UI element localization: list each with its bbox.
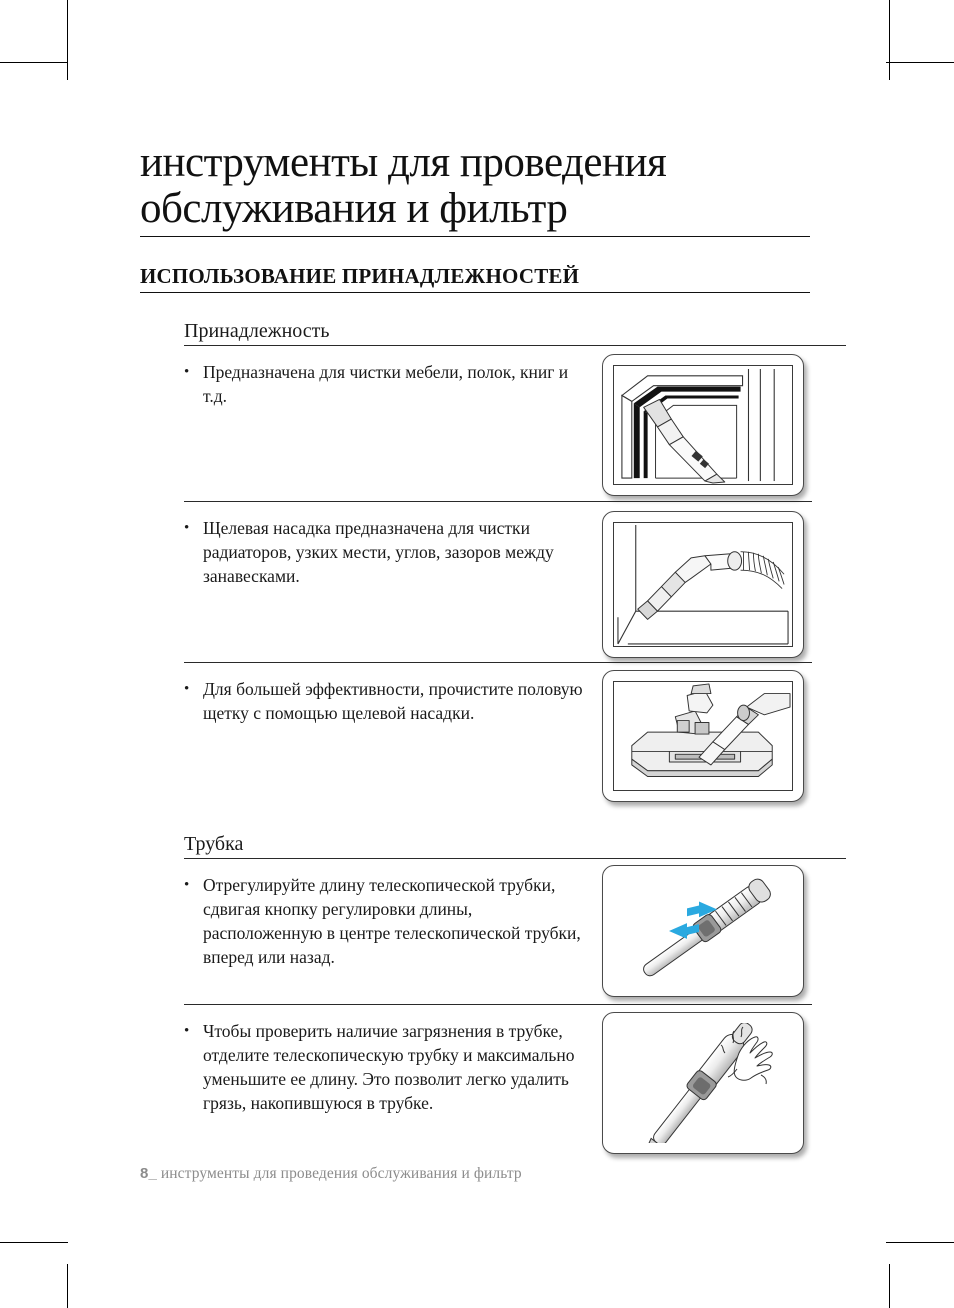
group-heading-tube [184, 832, 846, 859]
accessories-body [184, 319, 890, 1165]
page-title [140, 140, 810, 237]
bullet-text: Предназначена для чистки мебели, полок, книг и т.д. [203, 362, 569, 406]
section-heading-label: ИСПОЛЬЗОВАНИЕ ПРИНАДЛЕЖНОСТЕЙ [140, 264, 580, 288]
crop-mark-bottom-left-vertical [67, 1264, 68, 1308]
bullet-marker: • [184, 1023, 190, 1039]
bullet-row-text [184, 502, 584, 588]
list-item [184, 501, 812, 662]
group-heading-tube-label: Трубка [184, 833, 244, 855]
crop-mark-bottom-right-vertical [889, 1264, 890, 1308]
hand-cleaning-tube-illustration [613, 1023, 793, 1143]
bullet-row-text [184, 859, 584, 969]
crevice-tool-illustration [614, 523, 792, 646]
group-heading-accessory-label: Принадлежность [184, 320, 330, 342]
crop-mark-top-left-vertical [67, 0, 68, 80]
figure-frame [613, 365, 793, 485]
page-title-line-2: обслуживания и фильтр [140, 185, 568, 232]
page-footer [140, 1165, 522, 1183]
section-heading [140, 264, 810, 293]
bullet-text: Для большей эффективности, прочистите половую щетку с помощью щелевой насадки. [203, 679, 583, 723]
crop-mark-top-right-vertical [889, 0, 890, 80]
bullet-row-text [184, 1005, 584, 1115]
bullet-text: Чтобы проверить наличие загрязнения в трубке, отделите телескопическую трубку и максимально уменьшите ее длину. Это позволит легко удалить грязь, накопившуюся в трубке. [203, 1021, 575, 1113]
list-item [184, 346, 890, 501]
dusting-brush-illustration [614, 366, 792, 484]
list-item [184, 662, 812, 806]
bullet-row-text [184, 663, 584, 725]
footer-running-title: инструменты для проведения обслуживания и фильтр [160, 1165, 522, 1182]
bullet-marker: • [184, 877, 190, 893]
bullet-text: Отрегулируйте длину телескопической трубки, сдвигая кнопку регулировки длины, расположенную в центре телескопической трубки, вперед или назад. [203, 875, 581, 967]
bullet-marker: • [184, 364, 190, 380]
group-heading-accessory [184, 319, 846, 346]
footer-page-number: 8_ [140, 1165, 157, 1182]
figure-dusting-brush-on-window-frame [602, 354, 804, 496]
bullet-text: Щелевая насадка предназначена для чистки радиаторов, узких мести, углов, зазоров между занавесками. [203, 518, 554, 586]
figure-floor-brush-cleaned-by-crevice-tool [602, 670, 804, 802]
content-column [140, 140, 814, 1165]
crop-mark-bottom-left-horizontal [0, 1242, 68, 1243]
figure-frame [613, 522, 793, 647]
figure-frame [613, 1023, 793, 1143]
bullet-row-text [184, 346, 584, 408]
figure-telescopic-tube-length-adjust [602, 865, 804, 997]
figure-hand-removing-dirt-from-tube [602, 1012, 804, 1154]
figure-frame [613, 876, 793, 986]
crop-mark-top-right-horizontal [886, 62, 954, 63]
crop-mark-bottom-right-horizontal [886, 1242, 954, 1243]
crop-mark-top-left-horizontal [0, 62, 68, 63]
figure-crevice-tool-in-corner [602, 511, 804, 658]
bullet-marker: • [184, 681, 190, 697]
list-item [184, 859, 890, 1004]
figure-frame [613, 681, 793, 791]
telescopic-tube-illustration [613, 876, 793, 986]
list-item [184, 1004, 812, 1165]
floor-brush-illustration [614, 682, 792, 790]
bullet-marker: • [184, 520, 190, 536]
page-title-line-1: инструменты для проведения [140, 139, 667, 186]
